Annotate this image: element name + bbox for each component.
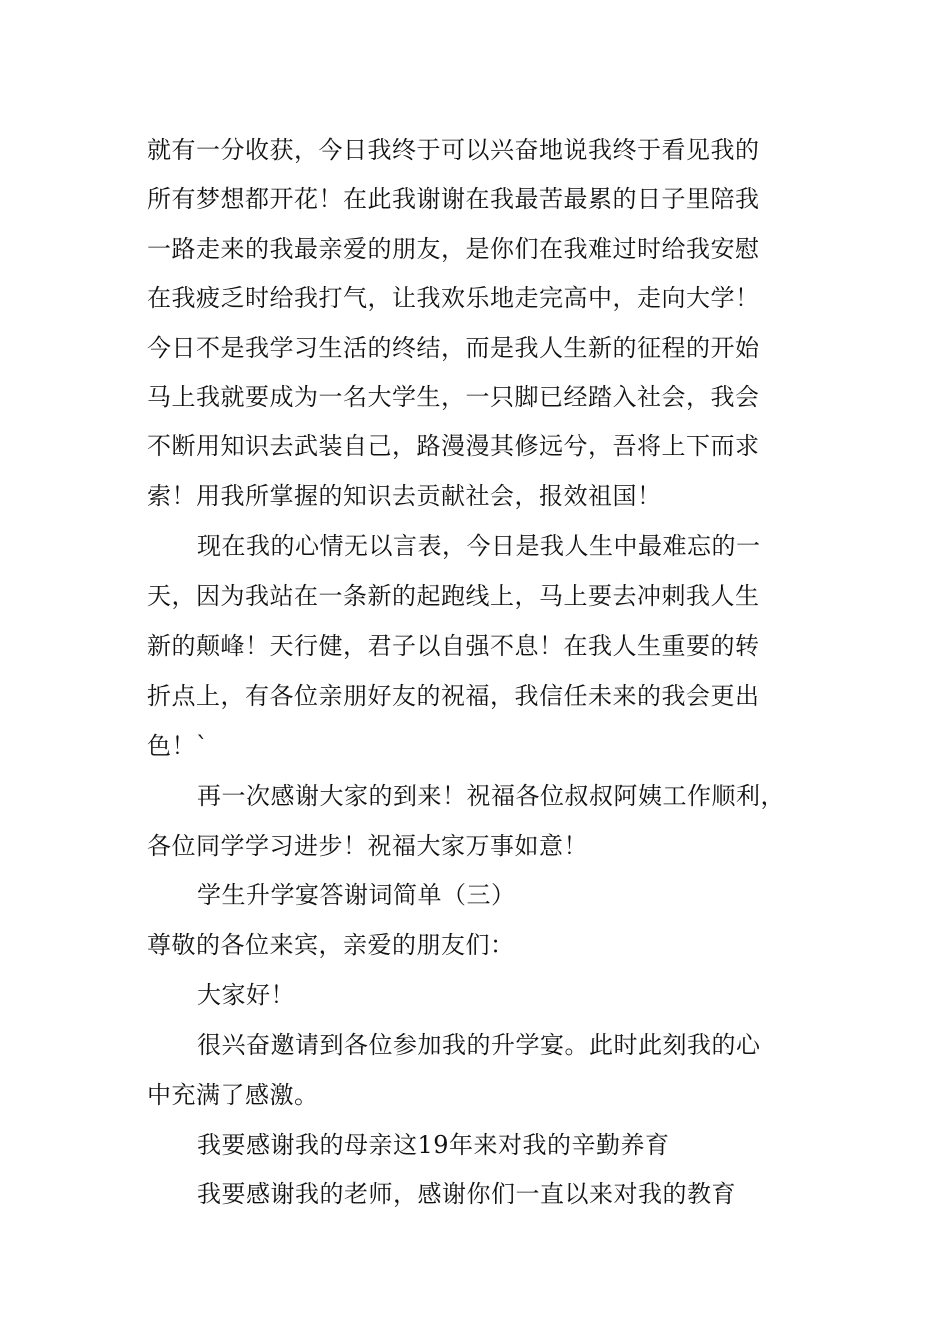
text-line: 折点上，有各位亲朋好友的祝福，我信任未来的我会更出 (147, 682, 760, 710)
text-line: 很兴奋邀请到各位参加我的升学宴。此时此刻我的心 (197, 1031, 761, 1059)
text-line: 我要感谢我的母亲这19年来对我的辛勤养育 (197, 1131, 670, 1159)
text-line: 在我疲乏时给我打气，让我欢乐地走完高中，走向大学！ (147, 284, 760, 312)
text-line: 中充满了感激。 (147, 1081, 319, 1109)
text-line: 索！用我所掌握的知识去贡献社会，报效祖国！ (147, 482, 662, 510)
text-line: 不断用知识去武装自己，路漫漫其修远兮，吾将上下而求 (147, 432, 760, 460)
text-line: 就有一分收获，今日我终于可以兴奋地说我终于看见我的 (147, 136, 760, 164)
text-line: 色！` (147, 732, 209, 760)
text-line: 天，因为我站在一条新的起跑线上，马上要去冲刺我人生 (147, 582, 760, 610)
section-heading: 学生升学宴答谢词简单（三） (197, 881, 516, 909)
text-line: 马上我就要成为一名大学生，一只脚已经踏入社会，我会 (147, 383, 760, 411)
text-line: 再一次感谢大家的到来！祝福各位叔叔阿姨工作顺利， (197, 782, 785, 810)
text-line: 新的颠峰！天行健，君子以自强不息！在我人生重要的转 (147, 632, 760, 660)
text-line: 各位同学学习进步！祝福大家万事如意！ (147, 832, 588, 860)
text-line: 现在我的心情无以言表，今日是我人生中最难忘的一 (197, 532, 761, 560)
text-line: 我要感谢我的老师，感谢你们一直以来对我的教育 (197, 1180, 736, 1208)
text-line: 所有梦想都开花！在此我谢谢在我最苦最累的日子里陪我 (147, 185, 760, 213)
text-line: 一路走来的我最亲爱的朋友，是你们在我难过时给我安慰 (147, 235, 760, 263)
greeting: 大家好！ (197, 981, 295, 1009)
salutation: 尊敬的各位来宾，亲爱的朋友们： (147, 931, 515, 959)
text-line: 今日不是我学习生活的终结，而是我人生新的征程的开始 (147, 334, 760, 362)
